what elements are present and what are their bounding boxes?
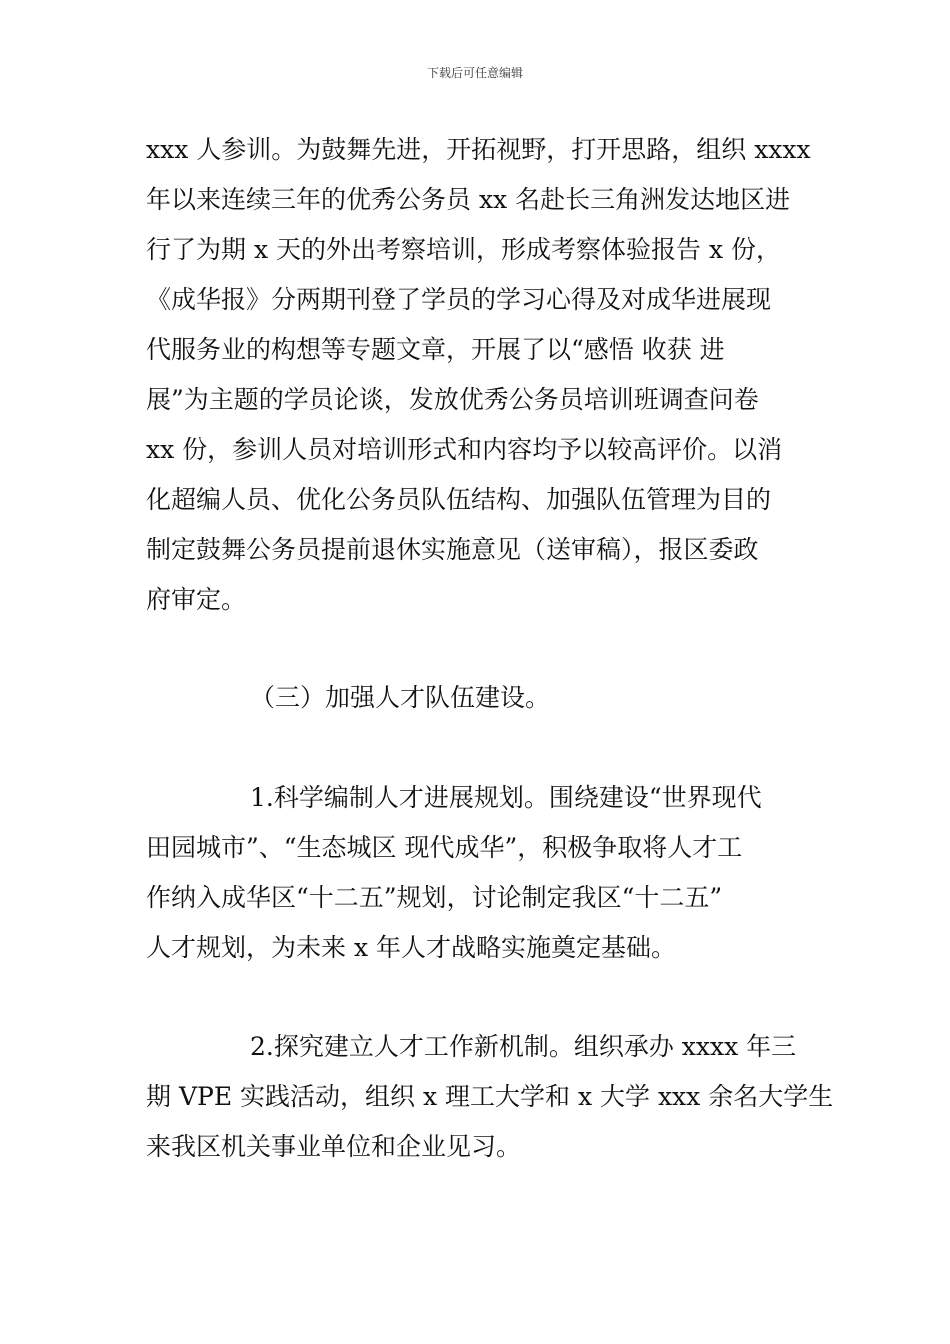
paragraph-line: 年以来连续三年的优秀公务员 xx 名赴长三角洲发达地区进 xyxy=(146,185,791,214)
paragraph-line: xxx 人参训。为鼓舞先进，开拓视野，打开思路，组织 xxxx xyxy=(146,135,811,164)
paragraph-line: 1.科学编制人才进展规划。围绕建设“世界现代 xyxy=(250,783,762,812)
paragraph-line: 行了为期 x 天的外出考察培训，形成考察体验报告 x 份， xyxy=(146,235,781,264)
paragraph-line: 2.探究建立人才工作新机制。组织承办 xxxx 年三 xyxy=(250,1032,797,1061)
page-header: 下载后可任意编辑 xyxy=(426,66,523,80)
paragraph-line: 期 VPE 实践活动，组织 x 理工大学和 x 大学 xxx 余名大学生 xyxy=(146,1082,834,1111)
paragraph-line: 展”为主题的学员论谈，发放优秀公务员培训班调查问卷 xyxy=(146,385,759,414)
section-heading: （三）加强人才队伍建设。 xyxy=(250,683,551,712)
paragraph-line: 来我区机关事业单位和企业见习。 xyxy=(146,1132,522,1161)
paragraph-line: 田园城市”、“生态城区 现代成华”，积极争取将人才工 xyxy=(146,833,743,862)
paragraph-line: 制定鼓舞公务员提前退休实施意见（送审稿），报区委政 xyxy=(146,535,759,564)
paragraph-line: xx 份，参训人员对培训形式和内容均予以较高评价。以消 xyxy=(146,435,783,464)
paragraph-line: 府审定。 xyxy=(146,585,247,614)
paragraph-line: 《成华报》分两期刊登了学员的学习心得及对成华进展现 xyxy=(146,285,772,314)
paragraph-line: 化超编人员、优化公务员队伍结构、加强队伍管理为目的 xyxy=(146,485,772,514)
paragraph-line: 人才规划，为未来 x 年人才战略实施奠定基础。 xyxy=(146,933,676,962)
paragraph-line: 作纳入成华区“十二五”规划，讨论制定我区“十二五” xyxy=(146,883,723,912)
paragraph-line: 代服务业的构想等专题文章，开展了以“感悟 收获 进 xyxy=(146,335,725,364)
